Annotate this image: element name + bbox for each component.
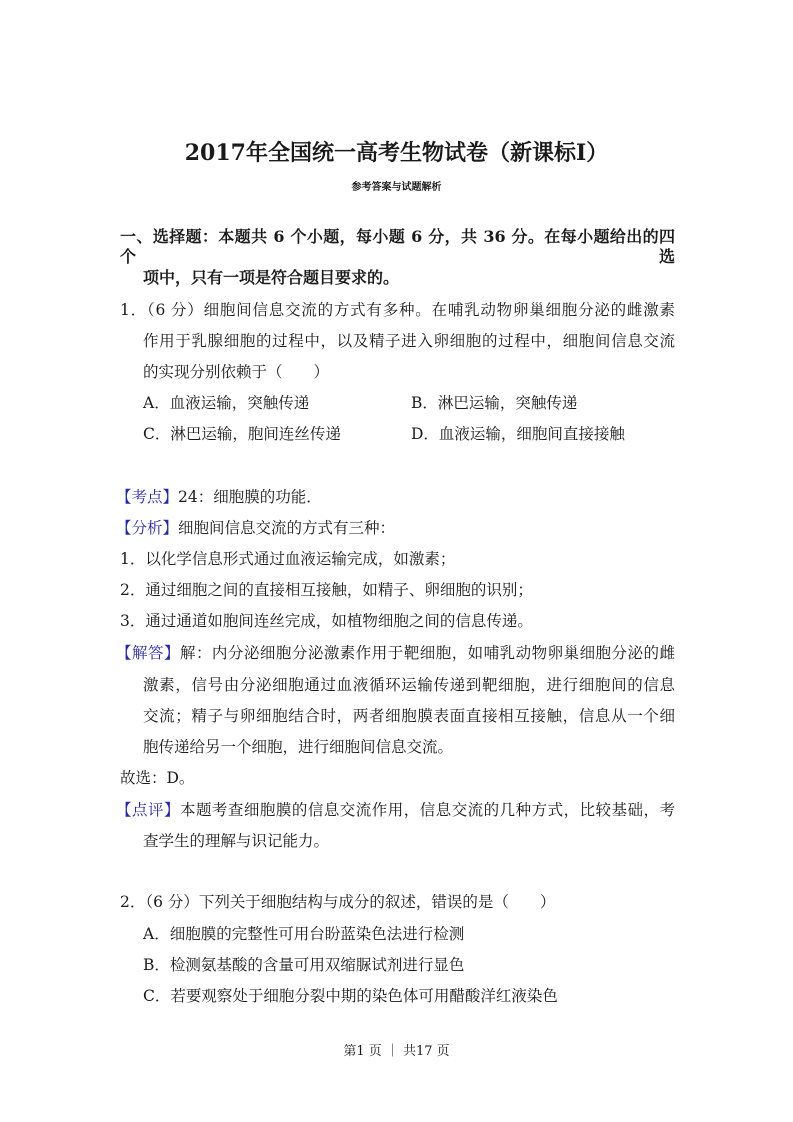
jieda-tag: 【解答】 — [116, 644, 180, 662]
question-2-stem: 2．（6 分）下列关于细胞结构与成分的叙述，错误的是（ ） — [120, 893, 556, 911]
section-heading-cont: 项中，只有一项是符合题目要求的。 — [143, 268, 400, 287]
jieda-text-cont: 胞传递给另一个细胞，进行细胞间信息交流。 — [143, 738, 454, 756]
page-footer: 第1 页 ｜ 共17 页 — [343, 1044, 450, 1059]
question-1-stem-end: 的实现分别依赖于（ ） — [143, 363, 330, 381]
kaodian-text: 24：细胞膜的功能． — [178, 488, 322, 506]
question-1-stem: 1．（6 分）细胞间信息交流的方式有多种。在哺乳动物卵巢细胞分泌的雌激素 — [120, 301, 675, 319]
dianping-tag: 【点评】 — [116, 801, 180, 819]
dianping-text-cont: 查学生的理解与识记能力。 — [143, 832, 330, 850]
question-1-stem-cont: 作用于乳腺细胞的过程中，以及精子进入卵细胞的过程中，细胞间信息交流 — [143, 332, 675, 350]
analysis-point: 3．通过通道如胞间连丝完成，如植物细胞之间的信息传递。 — [120, 612, 533, 630]
jieda-line — [116, 643, 675, 663]
fenxi-line — [116, 518, 395, 538]
question-1-option-d: D．血液运输，细胞间直接接触 — [411, 425, 625, 443]
fenxi-tag: 【分析】 — [116, 519, 179, 537]
page-subtitle: 参考答案与试题解析 — [351, 182, 442, 193]
analysis-point: 1．以化学信息形式通过血液运输完成，如激素； — [120, 550, 456, 568]
dianping-text: 本题考查细胞膜的信息交流作用，信息交流的几种方式，比较基础，考 — [179, 801, 675, 819]
kaodian-tag: 【考点】 — [116, 488, 179, 506]
analysis-point: 2．通过细胞之间的直接相互接触，如精子、卵细胞的识别； — [120, 581, 533, 599]
question-2-option-c: C．若要观察处于细胞分裂中期的染色体可用醋酸洋红液染色 — [143, 987, 558, 1005]
question-1-option-c: C．淋巴运输，胞间连丝传递 — [143, 425, 341, 443]
answer-line: 故选：D。 — [120, 769, 195, 787]
jieda-text-cont: 激素，信号由分泌细胞通过血液循环运输传递到靶细胞，进行细胞间的信息 — [143, 676, 675, 694]
page-title: 2017年全国统一高考生物试卷（新课标I） — [184, 140, 609, 166]
question-2-option-a: A．细胞膜的完整性可用台盼蓝染色法进行检测 — [143, 925, 465, 943]
jieda-text: 解：内分泌细胞分泌激素作用于靶细胞，如哺乳动物卵巢细胞分泌的雌 — [179, 644, 675, 662]
question-1-option-b: B．淋巴运输，突触传递 — [411, 394, 578, 412]
section-heading: 一、选择题：本题共 6 个小题，每小题 6 分，共 36 分。在每小题给出的四个选 — [120, 227, 675, 266]
fenxi-text: 细胞间信息交流的方式有三种： — [178, 519, 396, 537]
question-2-option-b: B．检测氨基酸的含量可用双缩脲试剂进行显色 — [143, 956, 465, 974]
jieda-text-cont: 交流；精子与卵细胞结合时，两者细胞膜表面直接相互接触，信息从一个细 — [143, 707, 675, 725]
question-1-option-a: A．血液运输，突触传递 — [143, 394, 310, 412]
dianping-line — [116, 800, 675, 820]
kaodian-line — [116, 487, 322, 507]
